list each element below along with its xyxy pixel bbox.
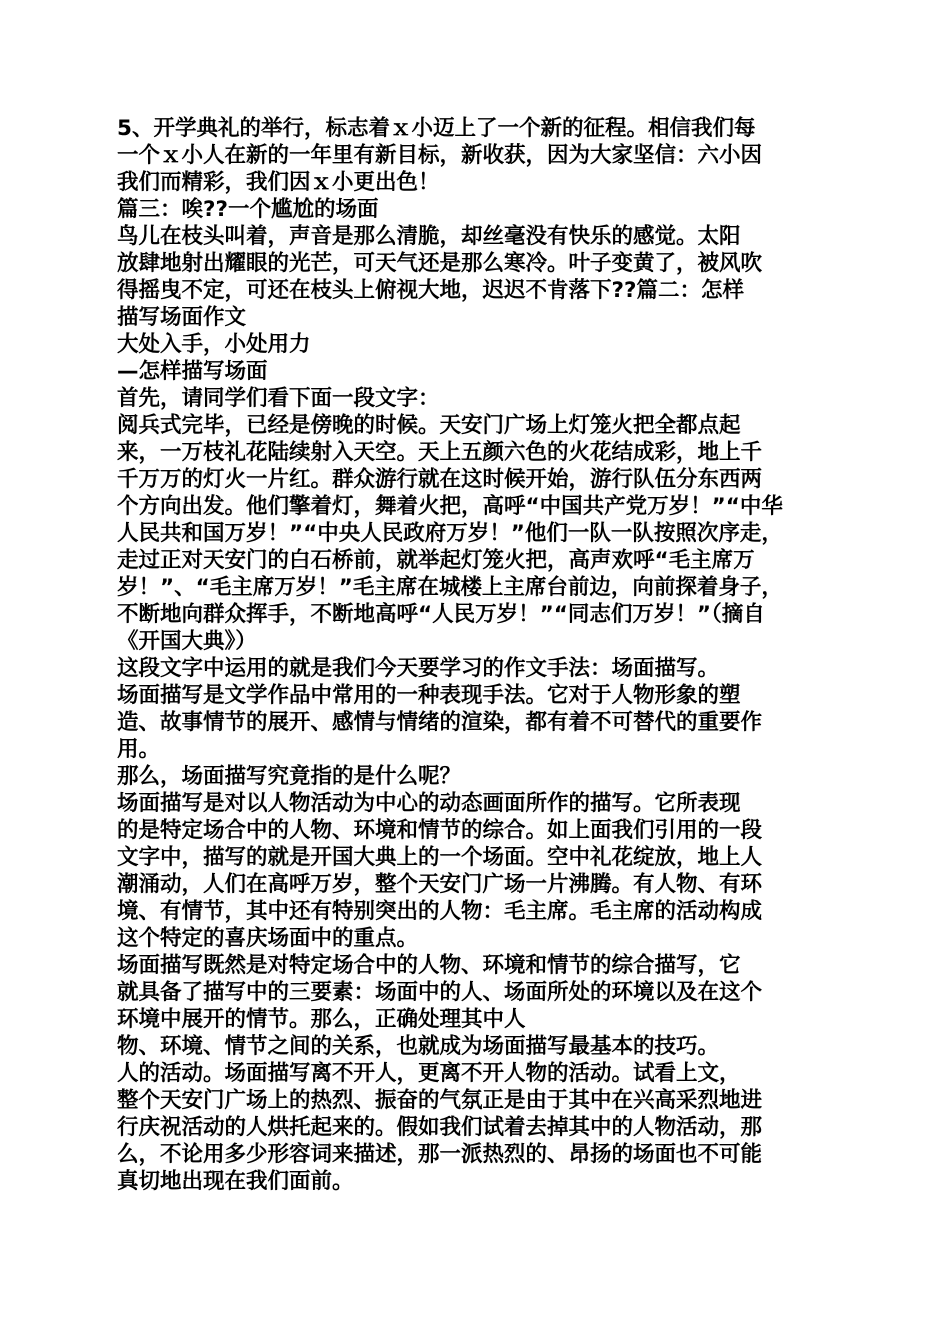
text-line: 文字中，描写的就是开国大典上的一个场面。空中礼花绽放，地上人 xyxy=(117,845,763,870)
text-line: 5、开学典礼的举行，标志着ｘ小迈上了一个新的征程。相信我们每 xyxy=(117,116,756,141)
text-line: 物、环境、情节之间的关系，也就成为场面描写最基本的技巧。 xyxy=(117,1034,720,1059)
text-line: 潮涌动，人们在高呼万岁，整个天安门广场一片沸腾。有人物、有环 xyxy=(117,872,763,897)
text-line: 这个特定的喜庆场面中的重点。 xyxy=(117,926,419,951)
subtitle: 大处入手，小处用力 xyxy=(117,332,311,357)
text-line: 我们而精彩，我们因ｘ小更出色！ xyxy=(117,170,440,195)
text-line: 的是特定场合中的人物、环境和情节的综合。如上面我们引用的一段 xyxy=(117,818,763,843)
text-line: 场面描写是对以人物活动为中心的动态画面所作的描写。它所表现 xyxy=(117,791,741,816)
text-line: 人民共和国万岁！”“中央人民政府万岁！”他们一队一队按照次序走， xyxy=(117,521,783,546)
text-line: 千万万的灯火一片红。群众游行就在这时候开始，游行队伍分东西两 xyxy=(117,467,763,492)
text-line: 整个天安门广场上的热烈、振奋的气氛正是由于其中在兴高采烈地进 xyxy=(117,1088,763,1113)
text-line: 造、故事情节的展开、感情与情绪的渲染，都有着不可替代的重要作 xyxy=(117,710,763,735)
text-line: 阅兵式完毕，已经是傍晚的时候。天安门广场上灯笼火把全都点起 xyxy=(117,413,741,438)
text-line: 个方向出发。他们擎着灯，舞着火把，高呼“中国共产党万岁！”“中华 xyxy=(117,494,783,519)
text-line: 鸟儿在枝头叫着，声音是那么清脆，却丝毫没有快乐的感觉。太阳 xyxy=(117,224,741,249)
text-line: 不断地向群众挥手，不断地高呼“人民万岁！”“同志们万岁！”（摘自 xyxy=(117,602,765,627)
text-line: 环境中展开的情节。那么，正确处理其中人 xyxy=(117,1007,526,1032)
text-line: 用。 xyxy=(117,737,161,762)
section-heading: 篇三：唉??一个尴尬的场面 xyxy=(117,197,379,222)
text-line: 这段文字中运用的就是我们今天要学习的作文手法：场面描写。 xyxy=(117,656,720,681)
text-line: 境、有情节，其中还有特别突出的人物：毛主席。毛主席的活动构成 xyxy=(117,899,763,924)
document-body xyxy=(117,115,839,1195)
text-line: 走过正对天安门的白石桥前，就举起灯笼火把，高声欢呼“毛主席万 xyxy=(117,548,755,573)
text-line: 《开国大典》） xyxy=(117,629,257,654)
text-line: 真切地出现在我们面前。 xyxy=(117,1169,354,1194)
text-line: 一个ｘ小人在新的一年里有新目标，新收获，因为大家坚信：六小因 xyxy=(117,143,763,168)
subtitle: —怎样描写场面 xyxy=(117,359,268,384)
text-line: 么，不论用多少形容词来描述，那一派热烈的、昂扬的场面也不可能 xyxy=(117,1142,763,1167)
text-line: 得摇曳不定，可还在枝头上俯视大地，迟迟不肯落下??篇二：怎样 xyxy=(117,278,744,303)
text-line: 场面描写既然是对特定场合中的人物、环境和情节的综合描写，它 xyxy=(117,953,741,978)
text-line: 岁！”、“毛主席万岁！”毛主席在城楼上主席台前边，向前探着身子， xyxy=(117,575,783,600)
text-line: 场面描写是文学作品中常用的一种表现手法。它对于人物形象的塑 xyxy=(117,683,741,708)
text-line: 首先，请同学们看下面一段文字： xyxy=(117,386,440,411)
text-line: 人的活动。场面描写离不开人，更离不开人物的活动。试看上文， xyxy=(117,1061,741,1086)
text-line: 来，一万枝礼花陆续射入天空。天上五颜六色的火花结成彩，地上千 xyxy=(117,440,763,465)
text-line: 就具备了描写中的三要素：场面中的人、场面所处的环境以及在这个 xyxy=(117,980,763,1005)
text-line: 放肆地射出耀眼的光芒，可天气还是那么寒冷。叶子变黄了，被风吹 xyxy=(117,251,763,276)
text-line: 那么，场面描写究竟指的是什么呢？ xyxy=(117,764,462,789)
text-line: 行庆祝活动的人烘托起来的。假如我们试着去掉其中的人物活动，那 xyxy=(117,1115,763,1140)
text-line: 描写场面作文 xyxy=(117,305,247,330)
